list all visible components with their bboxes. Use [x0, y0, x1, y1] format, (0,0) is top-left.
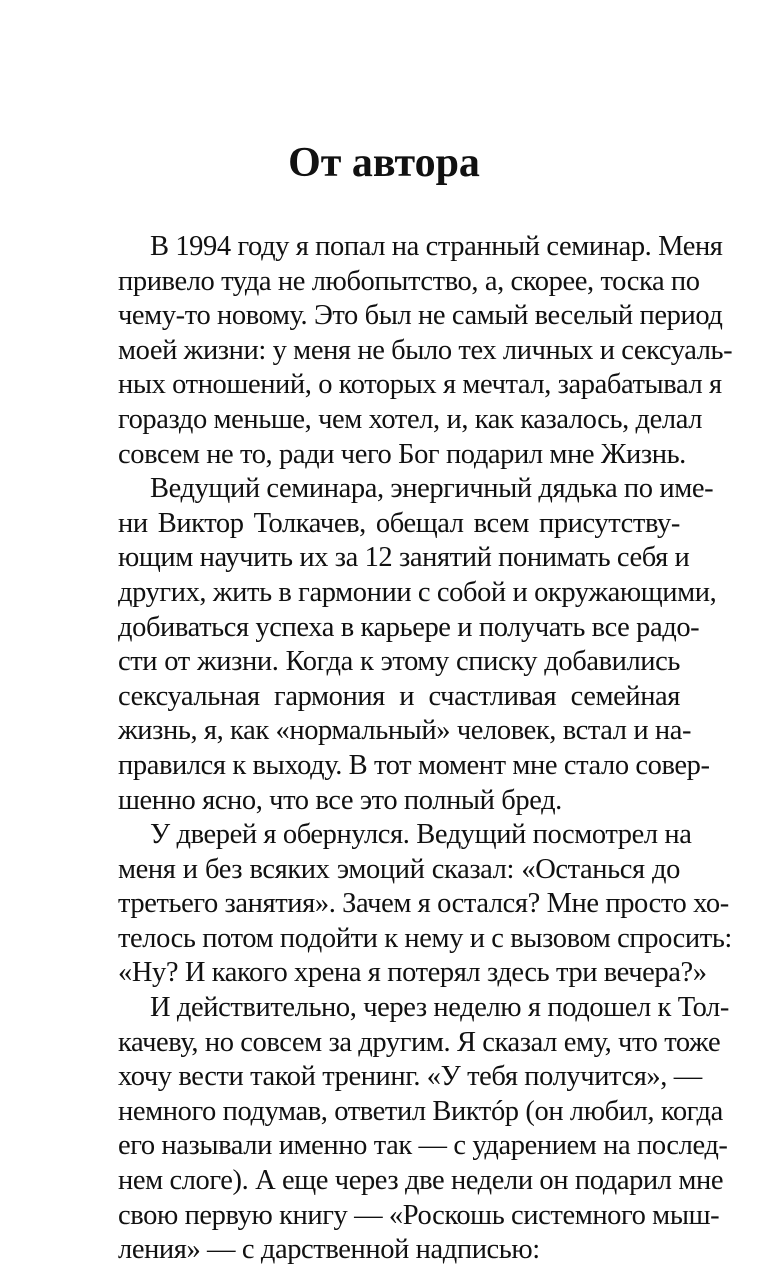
- text-line: «Ну? И какого хрена я потерял здесь три вечера?»: [118, 957, 707, 989]
- paragraph: [118, 472, 717, 818]
- chapter-title: От автора: [288, 140, 480, 186]
- text-line: немного подумав, ответил Виктóр (он любил, когда: [118, 1095, 723, 1127]
- text-line: свою первую книгу — «Роскошь системного мыш-: [118, 1199, 720, 1231]
- text-line: правился к выходу. В тот момент мне стало совер-: [118, 749, 710, 781]
- paragraph: [118, 230, 733, 472]
- text-line: совсем не то, ради чего Бог подарил мне Жизнь.: [118, 438, 686, 470]
- text-line: сексуальная гармония и счастливая семейная: [118, 680, 680, 712]
- text-line: ных отношений, о которых я мечтал, зарабатывал я: [118, 369, 722, 401]
- text-line: нем слоге). А еще через две недели он подарил мне: [118, 1165, 724, 1197]
- paragraph: [118, 818, 732, 991]
- text-line: Ведущий семинара, энергичный дядька по име-: [150, 473, 714, 505]
- text-line: гораздо меньше, чем хотел, и, как казалось, делал: [118, 403, 703, 435]
- text-line: меня и без всяких эмоций сказал: «Останься до: [118, 853, 680, 885]
- text-line: сти от жизни. Когда к этому списку добавились: [118, 646, 680, 678]
- text-line: ления» — с дарственной надписью:: [118, 1234, 540, 1266]
- text-line: других, жить в гармонии с собой и окружающими,: [118, 576, 717, 608]
- body-text: [118, 230, 733, 1268]
- text-line: шенно ясно, что все это полный бред.: [118, 784, 562, 816]
- text-line: У дверей я обернулся. Ведущий посмотрел на: [150, 819, 692, 851]
- text-line: добиваться успеха в карьере и получать все радо-: [118, 611, 700, 643]
- text-line: ни Виктор Толкачев, обещал всем присутству-: [118, 507, 680, 539]
- text-line: В 1994 году я попал на странный семинар. Меня: [150, 231, 723, 262]
- text-line: жизнь, я, как «нормальный» человек, встал и на-: [118, 715, 692, 747]
- text-line: телось потом подойти к нему и с вызовом спросить:: [118, 922, 732, 954]
- text-line: привело туда не любопытство, а, скорее, тоска по: [118, 265, 700, 297]
- text-line: его называли именно так — с ударением на послед-: [118, 1130, 728, 1162]
- text-line: качеву, но совсем за другим. Я сказал ему, что тоже: [118, 1026, 721, 1058]
- paragraph: [118, 991, 729, 1268]
- text-line: чему-то новому. Это был не самый веселый период: [118, 300, 723, 332]
- text-line: И действительно, через неделю я подошел к Тол-: [150, 992, 729, 1024]
- text-line: ющим научить их за 12 занятий понимать себя и: [118, 542, 690, 574]
- text-line: хочу вести такой тренинг. «У тебя получится», —: [118, 1061, 702, 1093]
- text-line: моей жизни: у меня не было тех личных и сексуаль-: [118, 334, 733, 366]
- text-line: третьего занятия». Зачем я остался? Мне просто хо-: [118, 888, 729, 920]
